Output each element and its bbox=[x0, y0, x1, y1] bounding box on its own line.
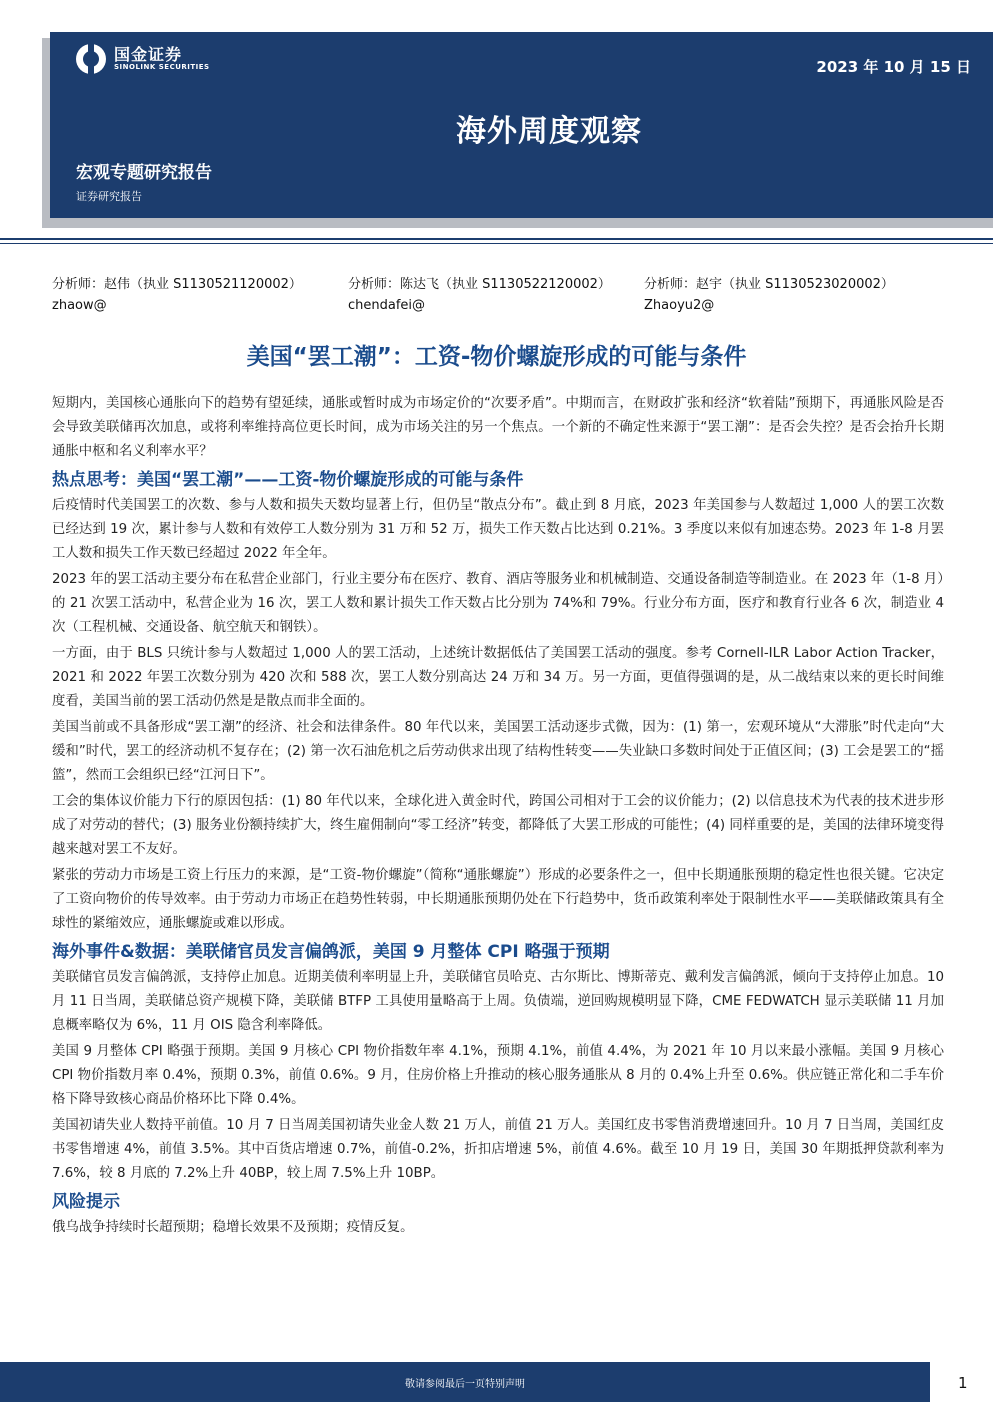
analyst-item bbox=[348, 274, 644, 316]
section-heading-risk: 风险提示 bbox=[52, 1192, 120, 1212]
report-header bbox=[50, 32, 993, 218]
analyst-list bbox=[52, 274, 952, 316]
report-type: 宏观专题研究报告 bbox=[76, 163, 212, 183]
logo-icon bbox=[76, 44, 106, 74]
analyst-name: 分析师：赵伟（执业 S1130521120002） bbox=[52, 277, 302, 292]
report-date: 2023 年 10 月 15 日 bbox=[816, 58, 971, 76]
analyst-email[interactable]: chendafei@ bbox=[348, 298, 426, 313]
analyst-name: 分析师：陈达飞（执业 S1130522120002） bbox=[348, 277, 611, 292]
analyst-item bbox=[644, 274, 940, 316]
analyst-email[interactable]: Zhaoyu2@ bbox=[644, 298, 715, 313]
body-paragraph: 2023 年的罢工活动主要分布在私营企业部门，行业主要分布在医疗、教育、酒店等服务业和机械制造、交通设备制造等制造业。在 2023 年（1-8 月）的 21 次罢工活动中，私营企业为 16 次，罢工人数和累计损失工作天数占比分别为 74%和 79%。行业分布方面，医疗和教育行业各 6 次，制造业 4 次（工程机械、交通设备、航空航天和钢铁）。 bbox=[52, 572, 944, 635]
analyst-item bbox=[52, 274, 348, 316]
body-paragraph: 后疫情时代美国罢工的次数、参与人数和损失天数均显著上行，但仍呈“散点分布”。截止到 8 月底，2023 年美国参与人数超过 1,000 人的罢工次数已经达到 19 次，累计参与人数和有效停工人数分别为 31 万和 52 万，损失工作天数占比达到 0.21%。3 季度以来似有加速态势。2023 年 1-8 月罢工人数和损失工作天数已经超过 2022 年全年。 bbox=[52, 498, 944, 561]
disclaimer-notice: 敬请参阅最后一页特别声明 bbox=[405, 1378, 525, 1390]
body-paragraph: 美国初请失业人数持平前值。10 月 7 日当周美国初请失业金人数 21 万人，前值 21 万人。美国红皮书零售消费增速回升。10 月 7 日当周，美国红皮书零售增速 4%，前值 3.5%。其中百货店增速 0.7%，前值-0.2%，折扣店增速 5%，前值 4.6%。截至 10 月 19 日，美国 30 年期抵押贷款利率为 7.6%，较 8 月底的 7.2%上升 40BP，较上周 7.5%上升 10BP。 bbox=[52, 1118, 944, 1181]
body-paragraph: 美国当前或不具备形成“罢工潮”的经济、社会和法律条件。80 年代以来，美国罢工活动逐步式微，因为：(1) 第一，宏观环境从“大滞胀”时代走向“大缓和”时代，罢工的经济动机不复存在；(2) 第一次石油危机之后劳动供求出现了结构性转变——失业缺口多数时间处于正值区间；(3) 工会是罢工的“摇篮”，然而工会组织已经“江河日下”。 bbox=[52, 720, 944, 783]
logo-name-en: SINOLINK SECURITIES bbox=[114, 62, 210, 71]
section-heading-hot-topic: 热点思考：美国“罢工潮”——工资-物价螺旋形成的可能与条件 bbox=[52, 470, 524, 490]
body-paragraph: 美联储官员发言偏鸽派，支持停止加息。近期美债利率明显上升，美联储官员哈克、古尔斯比、博斯蒂克、戴利发言偏鸽派，倾向于支持停止加息。10 月 11 日当周，美联储总资产规模下降，美联储 BTFP 工具使用量略高于上周。负债端，逆回购规模明显下降，CME FEDWATCH 显示美联储 11 月加息概率略仅为 6%，11 月 OIS 隐含利率降低。 bbox=[52, 970, 944, 1033]
page-number: 1 bbox=[958, 1374, 968, 1392]
main-title: 美国“罢工潮”：工资-物价螺旋形成的可能与条件 bbox=[246, 344, 747, 370]
company-logo bbox=[76, 44, 210, 74]
report-category: 证券研究报告 bbox=[76, 190, 142, 203]
analyst-email[interactable]: zhaow@ bbox=[52, 298, 107, 313]
header-divider-thin bbox=[0, 243, 993, 244]
body-paragraph: 一方面，由于 BLS 只统计参与人数超过 1,000 人的罢工活动，上述统计数据低估了美国罢工活动的强度。参考 Cornell-ILR Labor Action Tracker，2021 和 2022 年罢工次数分别为 420 次和 588 次，罢工人数分别高达 24 万和 34 万。另一方面，更值得强调的是，从二战结束以来的更长时间维度看，美国当前的罢工活动仍然是是散点而非全面的。 bbox=[52, 646, 944, 709]
footer-bar bbox=[0, 1362, 930, 1402]
analyst-name: 分析师：赵宇（执业 S1130523020002） bbox=[644, 277, 894, 292]
intro-paragraph: 短期内，美国核心通胀向下的趋势有望延续，通胀或暂时成为市场定价的“次要矛盾”。中期而言，在财政扩张和经济“软着陆”预期下，再通胀风险是否会导致美联储再次加息，或将利率维持高位更长时间，成为市场关注的另一个焦点。一个新的不确定性来源于“罢工潮”：是否会失控？是否会抬升长期通胀中枢和名义利率水平？ bbox=[52, 396, 944, 459]
body-paragraph: 工会的集体议价能力下行的原因包括：(1) 80 年代以来，全球化进入黄金时代，跨国公司相对于工会的议价能力；(2) 以信息技术为代表的技术进步形成了对劳动的替代；(3) 服务业份额持续扩大，终生雇佣制向“零工经济”转变，都降低了大罢工形成的可能性；(4) 同样重要的是，美国的法律环境变得越来越对罢工不友好。 bbox=[52, 794, 944, 857]
body-paragraph: 俄乌战争持续时长超预期；稳增长效果不及预期；疫情反复。 bbox=[52, 1220, 414, 1235]
report-body bbox=[52, 392, 944, 1242]
body-paragraph: 紧张的劳动力市场是工资上行压力的来源，是“工资-物价螺旋”（简称“通胀螺旋”）形成的必要条件之一，但中长期通胀预期的稳定性也很关键。它决定了工资向物价的传导效率。由于劳动力市场正在趋势性转弱，中长期通胀预期仍处在下行趋势中，货币政策利率处于限制性水平——美联储政策具有全球性的紧缩效应，通胀螺旋或难以形成。 bbox=[52, 868, 944, 931]
section-heading-overseas-events: 海外事件&数据：美联储官员发言偏鸽派，美国 9 月整体 CPI 略强于预期 bbox=[52, 942, 610, 962]
header-divider bbox=[0, 238, 993, 240]
body-paragraph: 美国 9 月整体 CPI 略强于预期。美国 9 月核心 CPI 物价指数年率 4.1%，预期 4.1%，前值 4.4%，为 2021 年 10 月以来最小涨幅。美国 9 月核心 CPI 物价指数月率 0.4%，预期 0.3%，前值 0.6%。9 月，住房价格上升推动的核心服务通胀从 8 月的 0.4%上升至 0.6%。供应链正常化和二手车价格下降导致核心商品价格环比下降 0.4%。 bbox=[52, 1044, 944, 1107]
report-series-title: 海外周度观察 bbox=[456, 114, 642, 149]
logo-name-cn: 国金证券 bbox=[114, 45, 183, 65]
